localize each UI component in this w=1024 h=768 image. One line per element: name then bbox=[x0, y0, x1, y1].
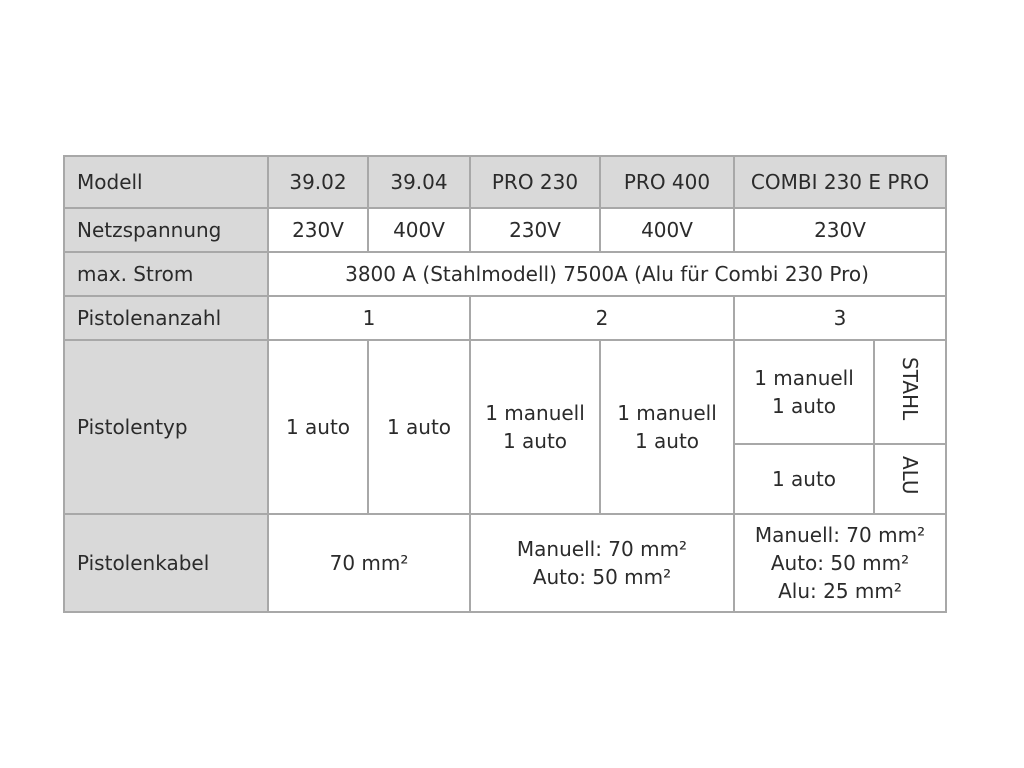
stahl-label-cell bbox=[874, 340, 946, 444]
row-label-modell: Modell bbox=[64, 156, 268, 208]
gun-count-cell: 1 bbox=[268, 296, 470, 340]
model-header-39-02: 39.02 bbox=[268, 156, 368, 208]
gun-type-cell bbox=[470, 340, 600, 514]
gun-type-cell-stahl bbox=[734, 340, 874, 444]
gun-type-cell bbox=[368, 340, 470, 514]
gun-type-line: 1 auto bbox=[771, 467, 837, 491]
cable-cell bbox=[734, 514, 946, 612]
model-header-pro-230: PRO 230 bbox=[470, 156, 600, 208]
row-max-strom bbox=[64, 252, 946, 296]
alu-label-cell bbox=[874, 444, 946, 514]
gun-type-line: 1 auto bbox=[285, 415, 351, 439]
cable-line: 70 mm² bbox=[329, 551, 409, 575]
gun-type-line: 1 manuell bbox=[617, 401, 717, 425]
gun-count-cell: 2 bbox=[470, 296, 734, 340]
model-header-39-04: 39.04 bbox=[368, 156, 470, 208]
row-modell bbox=[64, 156, 946, 208]
gun-type-line: 1 manuell bbox=[754, 366, 854, 390]
voltage-cell: 230V bbox=[268, 208, 368, 252]
cable-line: Alu: 25 mm² bbox=[778, 579, 902, 603]
model-header-pro-400: PRO 400 bbox=[600, 156, 734, 208]
gun-type-line: 1 auto bbox=[634, 429, 700, 453]
row-netzspannung bbox=[64, 208, 946, 252]
row-label-netzspannung: Netzspannung bbox=[64, 208, 268, 252]
gun-type-line: 1 auto bbox=[502, 429, 568, 453]
voltage-cell: 230V bbox=[470, 208, 600, 252]
max-current-cell: 3800 A (Stahlmodell) 7500A (Alu für Combi 230 Pro) bbox=[268, 252, 946, 296]
cable-cell bbox=[470, 514, 734, 612]
gun-type-line: 1 auto bbox=[386, 415, 452, 439]
cable-line: Manuell: 70 mm² bbox=[516, 537, 688, 561]
voltage-cell: 400V bbox=[600, 208, 734, 252]
gun-type-cell-alu bbox=[734, 444, 874, 514]
gun-type-line: 1 auto bbox=[771, 394, 837, 418]
row-pistolenanzahl bbox=[64, 296, 946, 340]
row-label-pistolenkabel: Pistolenkabel bbox=[64, 514, 268, 612]
gun-count-cell: 3 bbox=[734, 296, 946, 340]
row-pistolenkabel bbox=[64, 514, 946, 612]
cable-line: Auto: 50 mm² bbox=[532, 565, 672, 589]
row-label-pistolenanzahl: Pistolenanzahl bbox=[64, 296, 268, 340]
row-label-max-strom: max. Strom bbox=[64, 252, 268, 296]
cable-line: Auto: 50 mm² bbox=[770, 551, 910, 575]
voltage-cell: 230V bbox=[734, 208, 946, 252]
gun-type-cell bbox=[268, 340, 368, 514]
cable-cell bbox=[268, 514, 470, 612]
alu-label: ALU bbox=[898, 456, 922, 495]
row-label-pistolentyp: Pistolentyp bbox=[64, 340, 268, 514]
cable-line: Manuell: 70 mm² bbox=[754, 523, 926, 547]
model-header-combi-230-e-pro: COMBI 230 E PRO bbox=[734, 156, 946, 208]
gun-type-line: 1 manuell bbox=[485, 401, 585, 425]
stahl-label: STAHL bbox=[898, 356, 922, 421]
voltage-cell: 400V bbox=[368, 208, 470, 252]
row-pistolentyp bbox=[64, 340, 946, 444]
gun-type-cell bbox=[600, 340, 734, 514]
spec-table bbox=[63, 155, 947, 613]
